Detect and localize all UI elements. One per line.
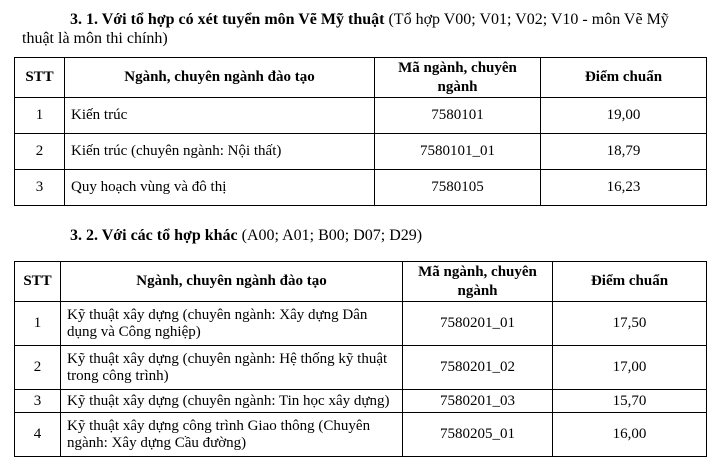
section2-heading [70, 226, 422, 246]
column-header-code: Mã ngành, chuyên ngành [375, 58, 541, 98]
stt-cell: 1 [15, 98, 65, 134]
program-cell: Quy hoạch vùng và đô thị [65, 170, 375, 206]
code-cell: 7580205_01 [403, 413, 553, 457]
section2-heading-rest: (A00; A01; B00; D07; D29) [237, 227, 423, 244]
code-cell: 7580201_01 [403, 302, 553, 346]
column-header-code: Mã ngành, chuyên ngành [403, 262, 553, 302]
section1-heading-line2: thuật là môn thi chính) [22, 30, 168, 47]
score-cell: 16,23 [541, 170, 707, 206]
stt-cell: 2 [15, 346, 61, 390]
code-cell: 7580101 [375, 98, 541, 134]
column-header-program: Ngành, chuyên ngành đào tạo [61, 262, 403, 302]
table-row [15, 390, 707, 413]
code-cell: 7580201_02 [403, 346, 553, 390]
table-row [15, 302, 707, 346]
score-cell: 18,79 [541, 134, 707, 170]
score-cell: 17,00 [553, 346, 707, 390]
section2-table [14, 261, 707, 457]
stt-cell: 2 [15, 134, 65, 170]
code-cell: 7580105 [375, 170, 541, 206]
program-cell: Kỹ thuật xây dựng (chuyên ngành: Hệ thống kỹ thuật trong công trình) [61, 346, 403, 390]
score-cell: 15,70 [553, 390, 707, 413]
column-header-score: Điểm chuẩn [553, 262, 707, 302]
section1-heading [70, 10, 669, 30]
code-cell: 7580101_01 [375, 134, 541, 170]
table-row [15, 134, 707, 170]
code-cell: 7580201_03 [403, 390, 553, 413]
score-cell: 19,00 [541, 98, 707, 134]
section1-heading-bold: 3. 1. Với tổ hợp có xét tuyển môn Vẽ Mỹ thuật [70, 11, 385, 28]
section1-table [14, 57, 707, 206]
score-cell: 17,50 [553, 302, 707, 346]
stt-cell: 4 [15, 413, 61, 457]
column-header-stt: STT [15, 58, 65, 98]
stt-cell: 3 [15, 170, 65, 206]
column-header-program: Ngành, chuyên ngành đào tạo [65, 58, 375, 98]
section1-heading-rest: (Tổ hợp V00; V01; V02; V10 - môn Vẽ Mỹ [384, 11, 669, 28]
program-cell: Kỹ thuật xây dựng (chuyên ngành: Xây dựng Dân dụng và Công nghiệp) [61, 302, 403, 346]
program-cell: Kỹ thuật xây dựng công trình Giao thông (Chuyên ngành: Xây dựng Cầu đường) [61, 413, 403, 457]
table-row [15, 413, 707, 457]
program-cell: Kỹ thuật xây dựng (chuyên ngành: Tin học xây dựng) [61, 390, 403, 413]
table-row [15, 170, 707, 206]
program-cell: Kiến trúc [65, 98, 375, 134]
table-header-row [15, 58, 707, 98]
section2-heading-bold: 3. 2. Với các tổ hợp khác [70, 227, 238, 244]
table-header-row [15, 262, 707, 302]
column-header-score: Điểm chuẩn [541, 58, 707, 98]
table-row [15, 98, 707, 134]
stt-cell: 1 [15, 302, 61, 346]
program-cell: Kiến trúc (chuyên ngành: Nội thất) [65, 134, 375, 170]
column-header-stt: STT [15, 262, 61, 302]
table-row [15, 346, 707, 390]
score-cell: 16,00 [553, 413, 707, 457]
stt-cell: 3 [15, 390, 61, 413]
